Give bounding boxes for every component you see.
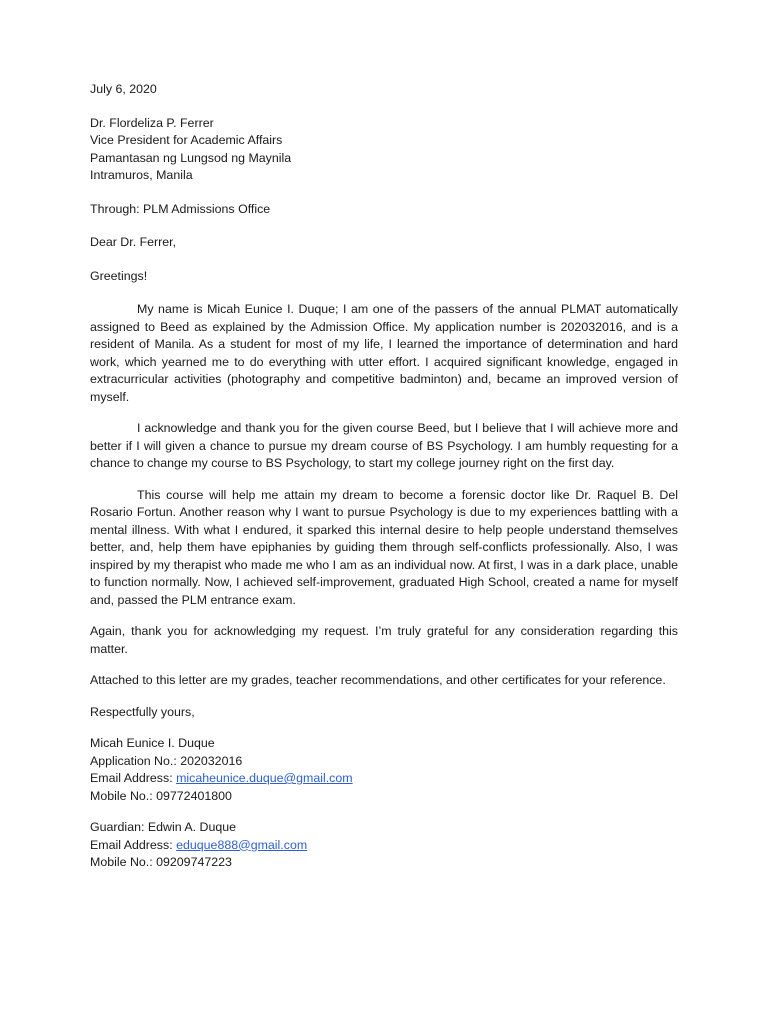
guardian-email-label: Email Address: — [90, 837, 177, 852]
letter-date: July 6, 2020 — [90, 82, 157, 96]
recipient-block — [90, 115, 678, 185]
closing-paragraph-1: Again, thank you for acknowledging my request. I’m truly grateful for any consideration regarding this matter. — [90, 624, 678, 656]
guardian-email-link[interactable]: eduque888@gmail.com — [176, 837, 308, 852]
guardian-email-line — [90, 837, 678, 855]
sender-email-label: Email Address: — [90, 771, 177, 785]
guardian-mobile: Mobile No.: 09209747223 — [90, 855, 232, 869]
salutation: Dear Dr. Ferrer, — [90, 235, 177, 249]
sender-mobile: Mobile No.: 09772401800 — [90, 788, 232, 803]
through-line: Through: PLM Admissions Office — [90, 201, 271, 216]
body-paragraph-3: This course will help me attain my dream to become a forensic doctor like Dr. Raquel B. Del Rosario Fortun. Another reason why I want to pursue Psychology is due to my experiences battling with a mental illness. With what I endured, it sparked this internal desire to help people understand themselves better, and, help them have epiphanies by guiding them through self-conflicts professionally. Also, I was inspired by my therapist who made me who I am as an individual now. At first, I was in a dark place, unable to function normally. Now, I achieved self-improvement, graduated High School, created a name for myself and, passed the PLM entrance exam. — [90, 487, 678, 607]
recipient-institution: Pamantasan ng Lungsod ng Maynila — [90, 150, 292, 165]
complimentary-close: Respectfully yours, — [90, 704, 195, 719]
guardian-name: Guardian: Edwin A. Duque — [90, 820, 237, 834]
sender-name: Micah Eunice I. Duque — [90, 736, 215, 750]
recipient-address: Intramuros, Manila — [90, 168, 193, 182]
recipient-title: Vice President for Academic Affairs — [90, 133, 283, 147]
greeting: Greetings! — [90, 268, 148, 283]
closing-paragraph-2: Attached to this letter are my grades, teacher recommendations, and other certificates for your reference. — [90, 673, 666, 687]
body-paragraph-2: I acknowledge and thank you for the given course Beed, but I believe that I will achieve more and better if I will given a chance to pursue my dream course of BS Psychology. I am humbly requesting for a chance to change my course to BS Psychology, to start my college journey right on the first day. — [90, 421, 678, 470]
sender-block — [90, 735, 678, 805]
sender-email-line — [90, 770, 678, 788]
body-paragraph-1: My name is Micah Eunice I. Duque; I am one of the passers of the annual PLMAT automatically assigned to Beed as explained by the Admission Office. My application number is 202032016, and is a resident of Manila. As a student for most of my life, I learned the importance of determination and hard work, which yearned me to do everything with utter effort. I acquired significant knowledge, engaged in extracurricular activities (photography and competitive badminton) and, became an improved version of myself. — [90, 302, 678, 404]
guardian-block — [90, 819, 678, 872]
recipient-name: Dr. Flordeliza P. Ferrer — [90, 115, 214, 130]
letter-page — [90, 81, 678, 872]
sender-email-link[interactable]: micaheunice.duque@gmail.com — [176, 771, 353, 785]
sender-application: Application No.: 202032016 — [90, 753, 243, 768]
